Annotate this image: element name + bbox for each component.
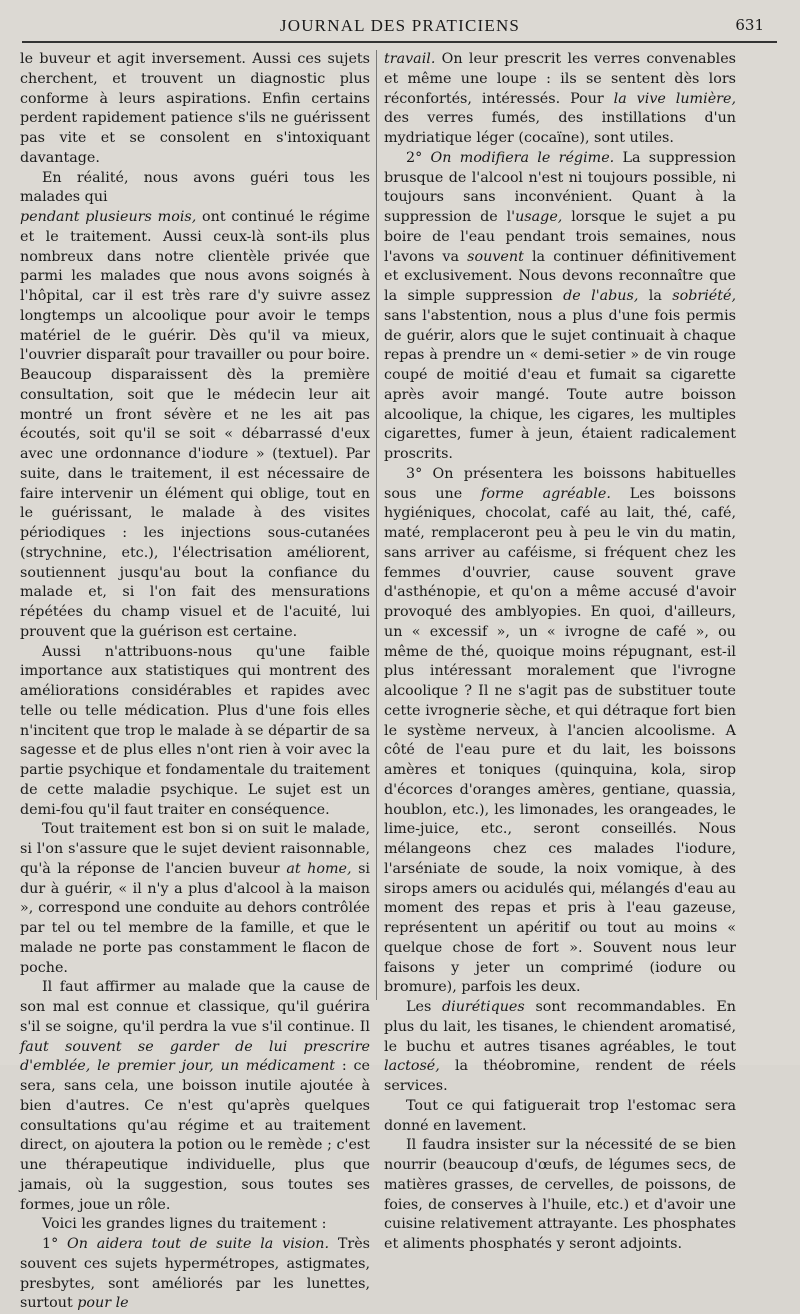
text-span: : ce sera, sans cela, une boisson inutile ajoutée à bien d'autres. Ce n'est qu'après quelques consultations qu'au régime et au traitement direct, on ajoutera la potion ou le remède ; c'est une thérapeutique individuelle, plus que jamais, où la suggestion, sous toutes ses formes, joue un rôle. [20, 1058, 371, 1213]
italic-span: pour le [77, 1295, 129, 1312]
text-span: lorsque le sujet a pu boire de l'eau pendant trois semaines, nous l'avons va [384, 209, 736, 265]
italic-span: forme agréable. [481, 485, 611, 502]
paragraph [20, 820, 370, 978]
italic-span: travail. [384, 51, 436, 67]
paragraph: Il faudra insister sur la nécessité de se bien nourrir (beaucoup d'œufs, de légumes secs, de matières grasses, de cervelles, de poissons, de foies, de conserves à l'huile, etc.) et d'avoir une cuisine relativement attrayante. Les phosphates et aliments phosphatés y seront adjoints. [384, 1137, 736, 1252]
italic-span: la vive lumière, [613, 90, 736, 107]
journal-title: JOURNAL DES PRATICIENS [279, 16, 521, 35]
italic-span: souvent [467, 248, 524, 265]
italic-span: usage, [515, 209, 563, 225]
text-span: Il faut affirmer au malade que la cause de son mal est connue et classique, qu'il guérira s'il se soigne, qu'il perdra la vue s'il continue. Il [20, 979, 370, 1035]
paragraph [384, 465, 736, 998]
paragraph [384, 998, 736, 1097]
paragraph [20, 1235, 370, 1314]
text-span: Tout traitement est bon si on suit le malade, si l'on s'assure que le sujet devient raisonnable, qu'à la réponse de l'ancien buveur [20, 821, 370, 877]
italic-span: sobriété, [672, 288, 736, 304]
text-span: La suppression brusque de l'alcool n'est ni toujours possible, ni toujours sans inconvénient. Quant à la suppression de l' [384, 149, 737, 225]
text-span: En réalité, nous avons guéri tous les malades qui [20, 169, 370, 206]
italic-span: On aidera tout de suite la vision. [67, 1236, 330, 1252]
paragraph [384, 149, 736, 465]
italic-span: diurétiques [442, 999, 525, 1015]
running-header [20, 14, 780, 36]
paragraph: le buveur et agit inversement. Aussi ces sujets cherchent, et trouvent un diagnostic plus conforme à leurs aspirations. Enfin certains perdent rapidement patience s'ils ne guérissent pas vite et se consolent en s'intoxiquant davantage. [20, 51, 370, 166]
text-span: Les boissons hygiéniques, chocolat, café au lait, thé, café, maté, remplaceront peu à peu le vin du matin, sans arriver au caféisme, si fréquent chez les femmes d'ouvrier, cause souvent grave d'asthénopie, et qu'on a même accusé d'avoir provoqué des amblyopies. En quoi, d'ailleurs, un « excessif », un « ivrogne de café », ou même de thé, quoique moins répugnant, est-il plus intéressant moralement que l'ivrogne alcoolique ? Il ne s'agit pas de substituer toute cette ivrognerie sèche, et qui détraque fort bien le système nerveux, à l'ancien alcoolisme. A côté de l'eau pure et du lait, les boissons amères et toniques (quinquina, kola, sirop d'écorces d'oranges amères, gentiane, quassia, houblon, etc.), les limonades, les orangeades, le lime-juice, etc., seront conseillés. Nous mélangeons chez ces malades l'iodure, l'arséniate de soude, la noix vomique, à des sirops amers ou acidulés qui, mélangés d'eau au moment des repas et pris à l'eau gazeuse, représentent un apéritif ou tout au moins « quelque chose de fort ». Souvent nous leur faisons y jeter un comprimé (iodure ou bromure), parfois les deux. [384, 485, 736, 996]
text-span: 3° On présentera les boissons habituelles sous une [384, 465, 736, 502]
italic-span: faut souvent se garder de lui prescrire d'emblée, le premier jour, un médicament [20, 1038, 370, 1075]
paragraph [384, 50, 736, 149]
column-divider [376, 50, 377, 1000]
text-span: des verres fumés, des instillations d'un mydriatique léger (cocaïne), sont utiles. [384, 110, 736, 146]
paragraph: Tout ce qui fatiguerait trop l'estomac sera donné en lavement. [384, 1097, 736, 1134]
text-span: sans l'abstention, nous a plus d'une fois permis de guérir, alors que le sujet continuait à chaque repas à prendre un « demi-setier » de vin rouge coupé de moitié d'eau et fumait sa cigarette après avoir mangé. Toute autre boisson alcoolique, la chique, les cigares, les multiples cigarettes, fumer à jeun, étaient radicalement proscrits. [384, 307, 736, 462]
text-span: la théobromine, rendent de réels services. [384, 1058, 736, 1094]
paragraph: Voici les grandes lignes du traitement : [42, 1216, 327, 1233]
text-span: 1° [42, 1236, 68, 1252]
italic-span: at home, [286, 860, 352, 877]
text-span: la [638, 288, 673, 304]
italic-span: de l'abus, [563, 288, 639, 304]
paragraph: Aussi n'attribuons-nous qu'une faible importance aux statistiques qui montrent des améliorations considérables et rapides avec telle ou telle médication. Plus d'une fois elles n'incitent que trop le malade à se départir de sa sagesse et de plus elles n'ont rien à voir avec la partie psychique et fondamentale du traitement de cette maladie psychique. Le sujet est un demi-fou qu'il faut traiter en conséquence. [20, 643, 370, 818]
text-span: sont recommandables. En plus du lait, les tisanes, le chiendent aromatisé, le buchu et autres tisanes agréables, le tout [384, 999, 736, 1055]
text-span: ont continué le régime et le traitement. Aussi ceux-là sont-ils plus nombreux dans notre clientèle privée que parmi les malades que nous avons soignés à l'hôpital, car il est très rare d'y suivre assez longtemps un alcoolique pour avoir le temps matériel de le guérir. Dès qu'il va mieux, l'ouvrier disparaît pour travailler ou pour boire. Beaucoup disparaissent dès la première consultation, soit que le médecin leur ait montré un front sévère et ne les ait pas écoutés, soit qu'il se soit « débarrassé d'eux avec une ordonnance d'iodure » (textuel). Par suite, dans le traitement, il est nécessaire de faire intervenir un élément qui oblige, tout en le guérissant, le malade à des visites périodiques : les injections sous-cutanées (strychnine, etc.), l'électrisation améliorent, soutiennent jusqu'au bout la confiance du malade et, si l'on fait des mensurations répétées du champ visuel et de l'acuité, lui prouvent que la guérison est certaine. [20, 209, 370, 640]
text-span: On leur prescrit les verres convenables et même une loupe : ils se sentent dès lors réconfortés, intéressés. Pour [384, 51, 736, 107]
text-span: Les [406, 999, 443, 1015]
text-span: 2° [406, 149, 431, 166]
italic-span: lactosé, [384, 1058, 440, 1075]
italic-span: On modifiera le régime. [430, 149, 615, 166]
left-column [20, 50, 370, 1314]
text-span: Très souvent ces sujets hypermétropes, astigmates, presbytes, sont améliorés par les lunettes, surtout [20, 1236, 371, 1312]
paragraph [20, 978, 370, 1215]
paragraph [20, 169, 370, 643]
header-rule [22, 41, 777, 43]
italic-span: pendant plusieurs mois, [20, 209, 197, 225]
text-span: si dur à guérir, « il n'y a plus d'alcool à la maison », correspond une conduite au dehors contrôlée par tel ou tel membre de la famille, et que le malade ne porte pas constamment le flacon de poche. [20, 860, 370, 976]
page-number: 631 [735, 16, 764, 34]
right-column [384, 50, 736, 1255]
text-span: la continuer définitivement et exclusivement. Nous devons reconnaître que la simple suppression [384, 248, 736, 304]
